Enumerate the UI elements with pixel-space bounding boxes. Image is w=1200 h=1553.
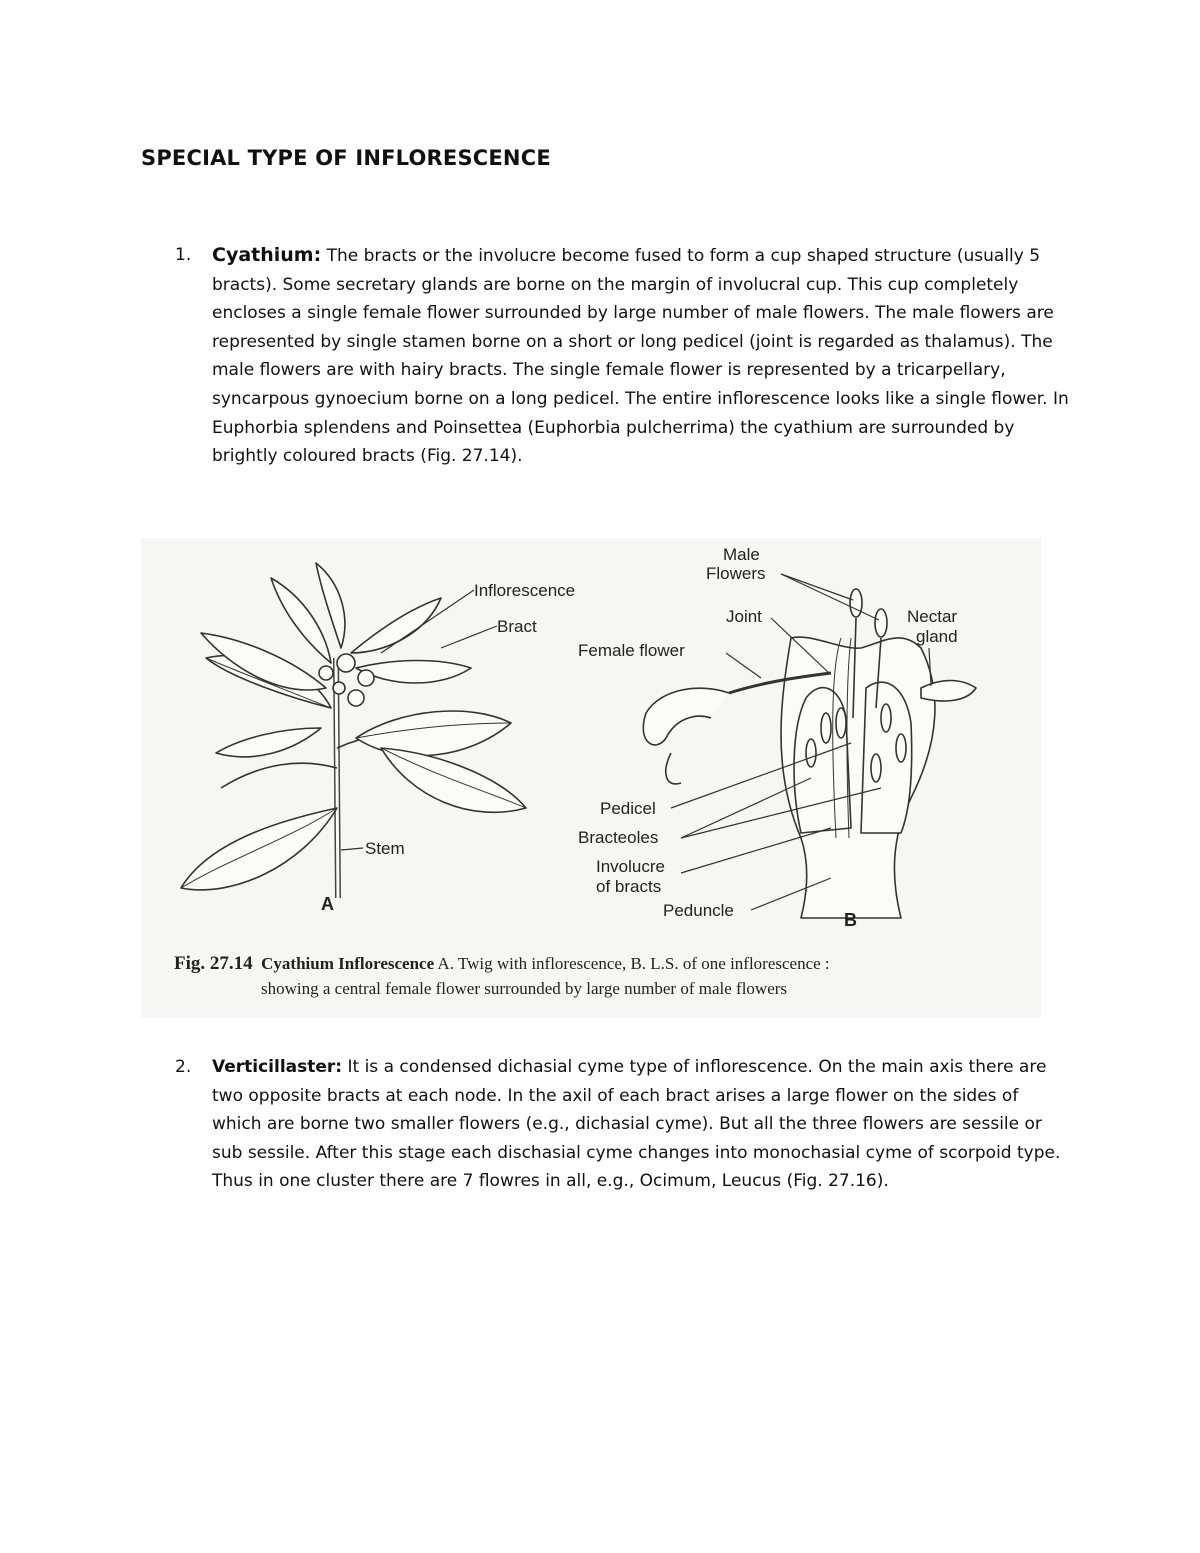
caption-title: Cyathium Inflorescence (261, 954, 435, 973)
caption-line-2: showing a central female flower surrounded by large number of male flowers (261, 979, 788, 998)
caption-figure-number: Fig. 27.14 (174, 953, 253, 974)
definition-verticillaster: It is a condensed dichasial cyme type of inflorescence. On the main axis there are two opposite bracts at each node. In the axil of each bract arises a large flower on the sides of which are borne two smaller flowers (e.g., dichasial cyme). But all the three flowers are sessile or sub sessile. After this stage each dischasial cyme changes into monochasial cyme of scorpoid type. Thus in one cluster there are 7 flowres in all, e.g., Ocimum, Leucus (Fig. 27.16). (212, 1057, 1061, 1192)
figure-illustration (141, 538, 1041, 948)
term-verticillaster: Verticillaster: (212, 1057, 343, 1077)
caption-line-1 (174, 952, 830, 976)
label-male-flowers-1: Male (723, 545, 760, 564)
list-number: 1. (175, 245, 192, 265)
label-inflorescence: Inflorescence (474, 581, 576, 600)
paragraph-cyathium (212, 241, 1072, 471)
list-number: 2. (175, 1057, 192, 1077)
label-stem: Stem (365, 839, 405, 858)
label-involucre-2: of bracts (596, 877, 662, 896)
label-bract: Bract (497, 617, 537, 636)
label-joint: Joint (726, 607, 762, 626)
figure-cyathium (141, 538, 1041, 1018)
definition-cyathium: The bracts or the involucre become fused to form a cup shaped structure (usually 5 bracts). Some secretary glands are borne on the margin of involucral cup. This cup completely encloses a single female flower surrounded by large number of male flowers. The male flowers are represented by single stamen borne on a short or long pedicel (joint is regarded as thalamus). The male flowers are with hairy bracts. The single female flower is represented by a tricarpellary, syncarpous gynoecium borne on a long pedicel. The entire inflorescence looks like a single flower. In Euphorbia splendens and Poinsettea (Euphorbia pulcherrima) the cyathium are surrounded by brightly coloured bracts (Fig. 27.14). (212, 246, 1069, 467)
term-cyathium: Cyathium: (212, 244, 322, 266)
twig-drawing (181, 563, 526, 898)
label-nectar-1: Nectar (907, 607, 958, 626)
label-female-flower: Female flower (578, 641, 685, 660)
caption-description: A. Twig with inflorescence, B. L.S. of one inflorescence : (434, 954, 830, 973)
label-pedicel: Pedicel (600, 799, 656, 818)
label-bracteoles: Bracteoles (578, 828, 659, 847)
label-panel-b: B (844, 910, 857, 930)
label-peduncle: Peduncle (663, 901, 734, 920)
label-male-flowers-2: Flowers (706, 564, 766, 583)
label-involucre-1: Involucre (596, 857, 665, 876)
label-panel-a: A (321, 894, 334, 914)
label-nectar-2: gland (916, 627, 958, 646)
page-title: SPECIAL TYPE OF INFLORESCENCE (141, 146, 551, 170)
paragraph-verticillaster (212, 1053, 1072, 1196)
